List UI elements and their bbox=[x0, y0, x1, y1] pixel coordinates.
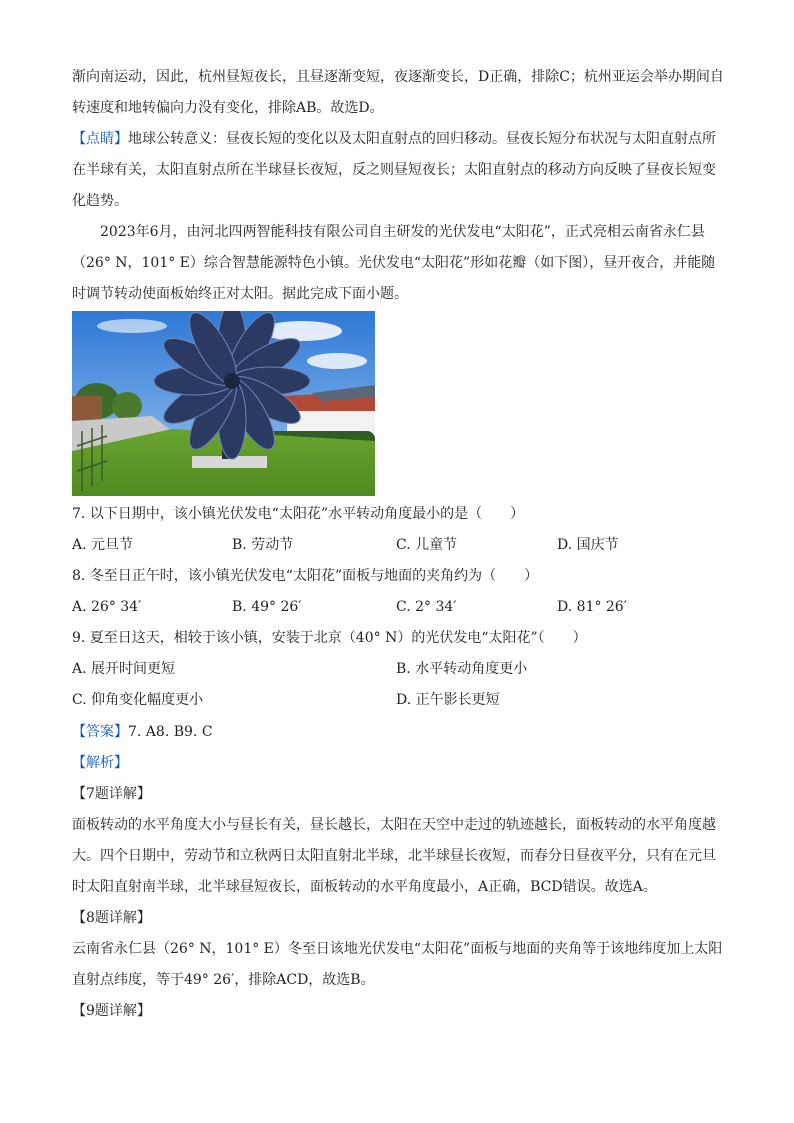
detail-7-heading: 【7题详解】 bbox=[72, 786, 151, 802]
text-line: 直射点纬度，等于49° 26′，排除ACD，故选B。 bbox=[72, 972, 375, 988]
q7-option-d[interactable]: D. 国庆节 bbox=[557, 537, 619, 553]
q9-option-b[interactable]: B. 水平转动角度更小 bbox=[396, 661, 528, 677]
text-line: 面板转动的水平角度大小与昼长有关，昼长越长，太阳在天空中走过的轨迹越长，面板转动的水平角度越 bbox=[72, 817, 716, 833]
text-line: 化趋势。 bbox=[72, 193, 128, 209]
q8-option-a[interactable]: A. 26° 34′ bbox=[72, 599, 142, 615]
q7-option-b[interactable]: B. 劳动节 bbox=[232, 537, 294, 553]
q9-option-c[interactable]: C. 仰角变化幅度更小 bbox=[72, 692, 204, 708]
detail-8-heading: 【8题详解】 bbox=[72, 910, 151, 926]
text-line: 时太阳直射南半球，北半球昼短夜长，面板转动的水平角度最小，A正确，BCD错误。故选A。 bbox=[72, 879, 657, 895]
q9-option-d[interactable]: D. 正午影长更短 bbox=[396, 692, 500, 708]
detail-9-heading: 【9题详解】 bbox=[72, 1003, 151, 1019]
text-line: 转速度和地转偏向力没有变化，排除AB。故选D。 bbox=[72, 100, 384, 116]
solar-flower-illustration bbox=[72, 311, 375, 496]
text-line: 渐向南运动，因此，杭州昼短夜长，且昼逐渐变短，夜逐渐变长，D正确，排除C；杭州亚运会举办期间自 bbox=[72, 69, 724, 85]
answer-line bbox=[72, 723, 732, 741]
key-point-paragraph bbox=[72, 130, 732, 148]
key-point-tag: 【点睛】 bbox=[72, 131, 128, 147]
question-8: 8. 冬至日正午时，该小镇光伏发电“太阳花”面板与地面的夹角约为（ ） bbox=[72, 568, 539, 584]
q8-option-b[interactable]: B. 49° 26′ bbox=[232, 599, 302, 615]
text-line: （26° N，101° E）综合智慧能源特色小镇。光伏发电“太阳花”形如花瓣（如下图），昼开夜合，并能随 bbox=[72, 255, 716, 271]
analysis-tag: 【解析】 bbox=[72, 755, 128, 771]
text-line: 大。四个日期中，劳动节和立秋两日太阳直射北半球，北半球昼长夜短，而春分日昼夜平分，只有在元旦 bbox=[72, 848, 716, 864]
question-9: 9. 夏至日这天，相较于该小镇，安装于北京（40° N）的光伏发电“太阳花”（ ） bbox=[72, 630, 587, 646]
text-line: 2023年6月，由河北四两智能科技有限公司自主研发的光伏发电“太阳花”，正式亮相云南省永仁县 bbox=[100, 224, 705, 240]
answer-tag: 【答案】 bbox=[72, 724, 128, 740]
text-line: 地球公转意义：昼夜长短的变化以及太阳直射点的回归移动。昼夜长短分布状况与太阳直射点所 bbox=[128, 131, 716, 147]
q7-option-a[interactable]: A. 元旦节 bbox=[72, 537, 134, 553]
text-line: 在半球有关，太阳直射点所在半球昼长夜短，反之则昼短夜长；太阳直射点的移动方向反映了昼夜长短变 bbox=[72, 162, 716, 178]
q8-option-c[interactable]: C. 2° 34′ bbox=[396, 599, 457, 615]
q9-option-a[interactable]: A. 展开时间更短 bbox=[72, 661, 176, 677]
answer-text: 7. A8. B9. C bbox=[128, 724, 213, 740]
text-line: 云南省永仁县（26° N，101° E）冬至日该地光伏发电“太阳花”面板与地面的夹角等于该地纬度加上太阳 bbox=[72, 941, 723, 957]
solar-flower-photo bbox=[72, 311, 375, 496]
text-line: 时调节转动使面板始终正对太阳。据此完成下面小题。 bbox=[72, 286, 408, 302]
q7-option-c[interactable]: C. 儿童节 bbox=[396, 537, 458, 553]
q8-option-d[interactable]: D. 81° 26′ bbox=[557, 599, 627, 615]
question-7: 7. 以下日期中，该小镇光伏发电“太阳花”水平转动角度最小的是（ ） bbox=[72, 506, 525, 522]
